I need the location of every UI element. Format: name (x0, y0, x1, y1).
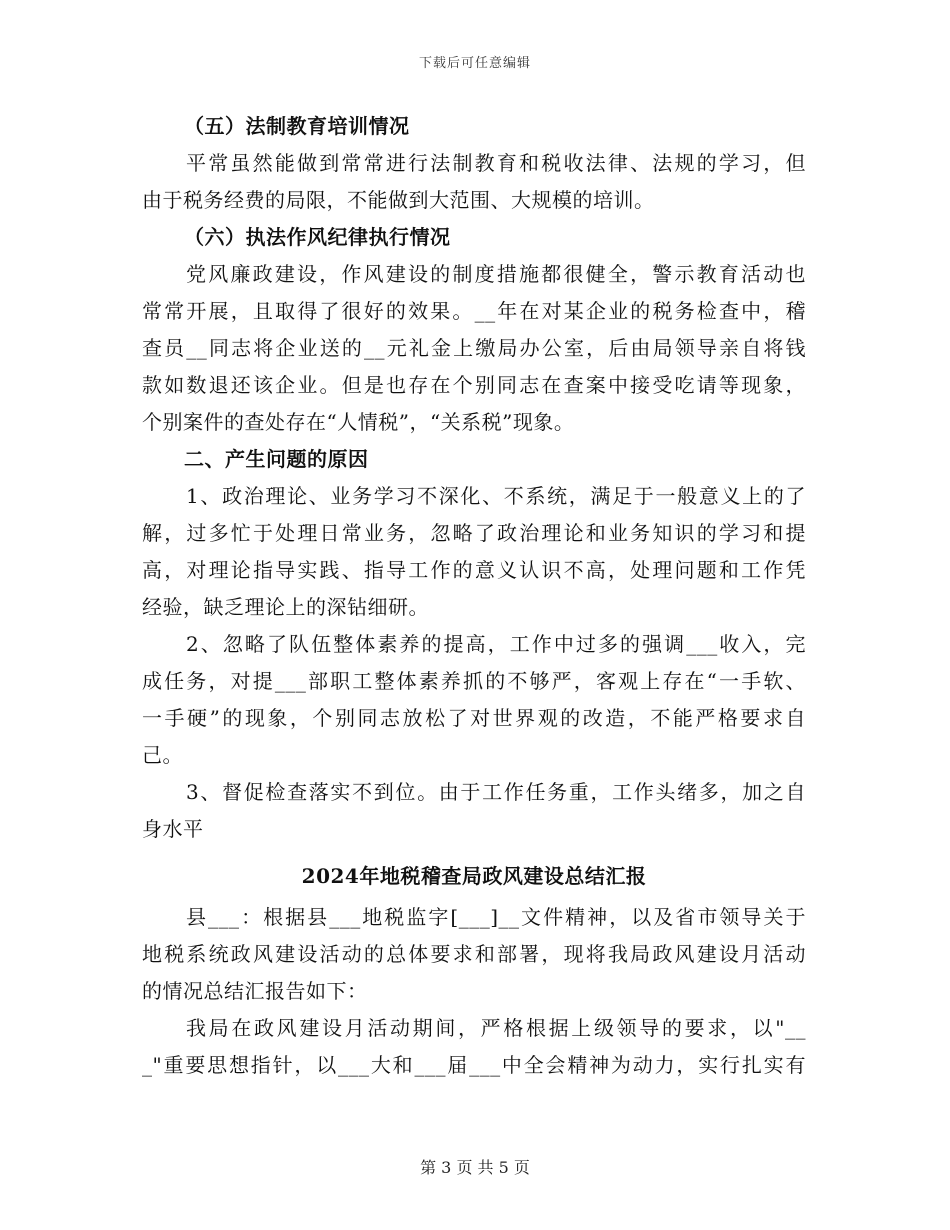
paragraph-line: 款如数退还该企业。但是也存在个别同志在查案中接受吃请等现象， (142, 373, 806, 397)
paragraph-line: 平常虽然能做到常常进行法制教育和税收法律、法规的学习，但 (186, 151, 806, 175)
paragraph-line: _"重要思想指针，以___大和___届___中全会精神为动力，实行扎实有 (142, 1053, 806, 1077)
paragraph-line: 成任务，对提___部职工整体素养抓的不够严，客观上存在“一手软、 (142, 669, 806, 693)
document-body (142, 108, 806, 1084)
paragraph-line: 身水平 (142, 817, 204, 841)
paragraph-line: 经验，缺乏理论上的深钻细研。 (142, 595, 429, 619)
report-title: 2024年地税稽查局政风建设总结汇报 (301, 864, 647, 888)
section-6-heading: （六）执法作风纪律执行情况 (184, 225, 451, 249)
paragraph-line: 县___：根据县___地税监字[___]__文件精神，以及省市领导关于 (186, 905, 806, 929)
paragraph-line: 己。 (142, 743, 183, 767)
paragraph-line: 查员__同志将企业送的__元礼金上缴局办公室，后由局领导亲自将钱 (142, 336, 806, 360)
paragraph-line: 个别案件的查处存在“人情税”，“关系税”现象。 (142, 410, 575, 434)
page-footer: 第 3 页 共 5 页 (420, 1158, 530, 1177)
paragraph-line: 由于税务经费的局限，不能做到大范围、大规模的培训。 (142, 188, 655, 212)
paragraph-line: 党风廉政建设，作风建设的制度措施都很健全，警示教育活动也 (186, 262, 806, 286)
page-header: 下载后可任意编辑 (418, 56, 531, 71)
paragraph-line: 3、督促检查落实不到位。由于工作任务重，工作头绪多，加之自 (186, 780, 806, 804)
paragraph-line: 地税系统政风建设活动的总体要求和部署，现将我局政风建设月活动 (142, 942, 806, 966)
paragraph-line: 一手硬”的现象，个别同志放松了对世界观的改造，不能严格要求自 (142, 706, 806, 730)
section-5-heading: （五）法制教育培训情况 (184, 114, 410, 138)
paragraph-line: 2、忽略了队伍整体素养的提高，工作中过多的强调___收入，完 (186, 632, 806, 656)
paragraph-line: 解，过多忙于处理日常业务，忽略了政治理论和业务知识的学习和提 (142, 521, 806, 545)
paragraph-line: 1、政治理论、业务学习不深化、不系统，满足于一般意义上的了 (186, 484, 806, 508)
paragraph-line: 高，对理论指导实践、指导工作的意义认识不高，处理问题和工作凭 (142, 558, 806, 582)
paragraph-line: 我局在政风建设月活动期间，严格根据上级领导的要求，以"__ (186, 1016, 806, 1040)
paragraph-line: 的情况总结汇报告如下： (142, 979, 368, 1003)
paragraph-line: 常常开展，且取得了很好的效果。__年在对某企业的税务检查中，稽 (142, 299, 806, 323)
causes-heading: 二、产生问题的原因 (184, 447, 369, 471)
